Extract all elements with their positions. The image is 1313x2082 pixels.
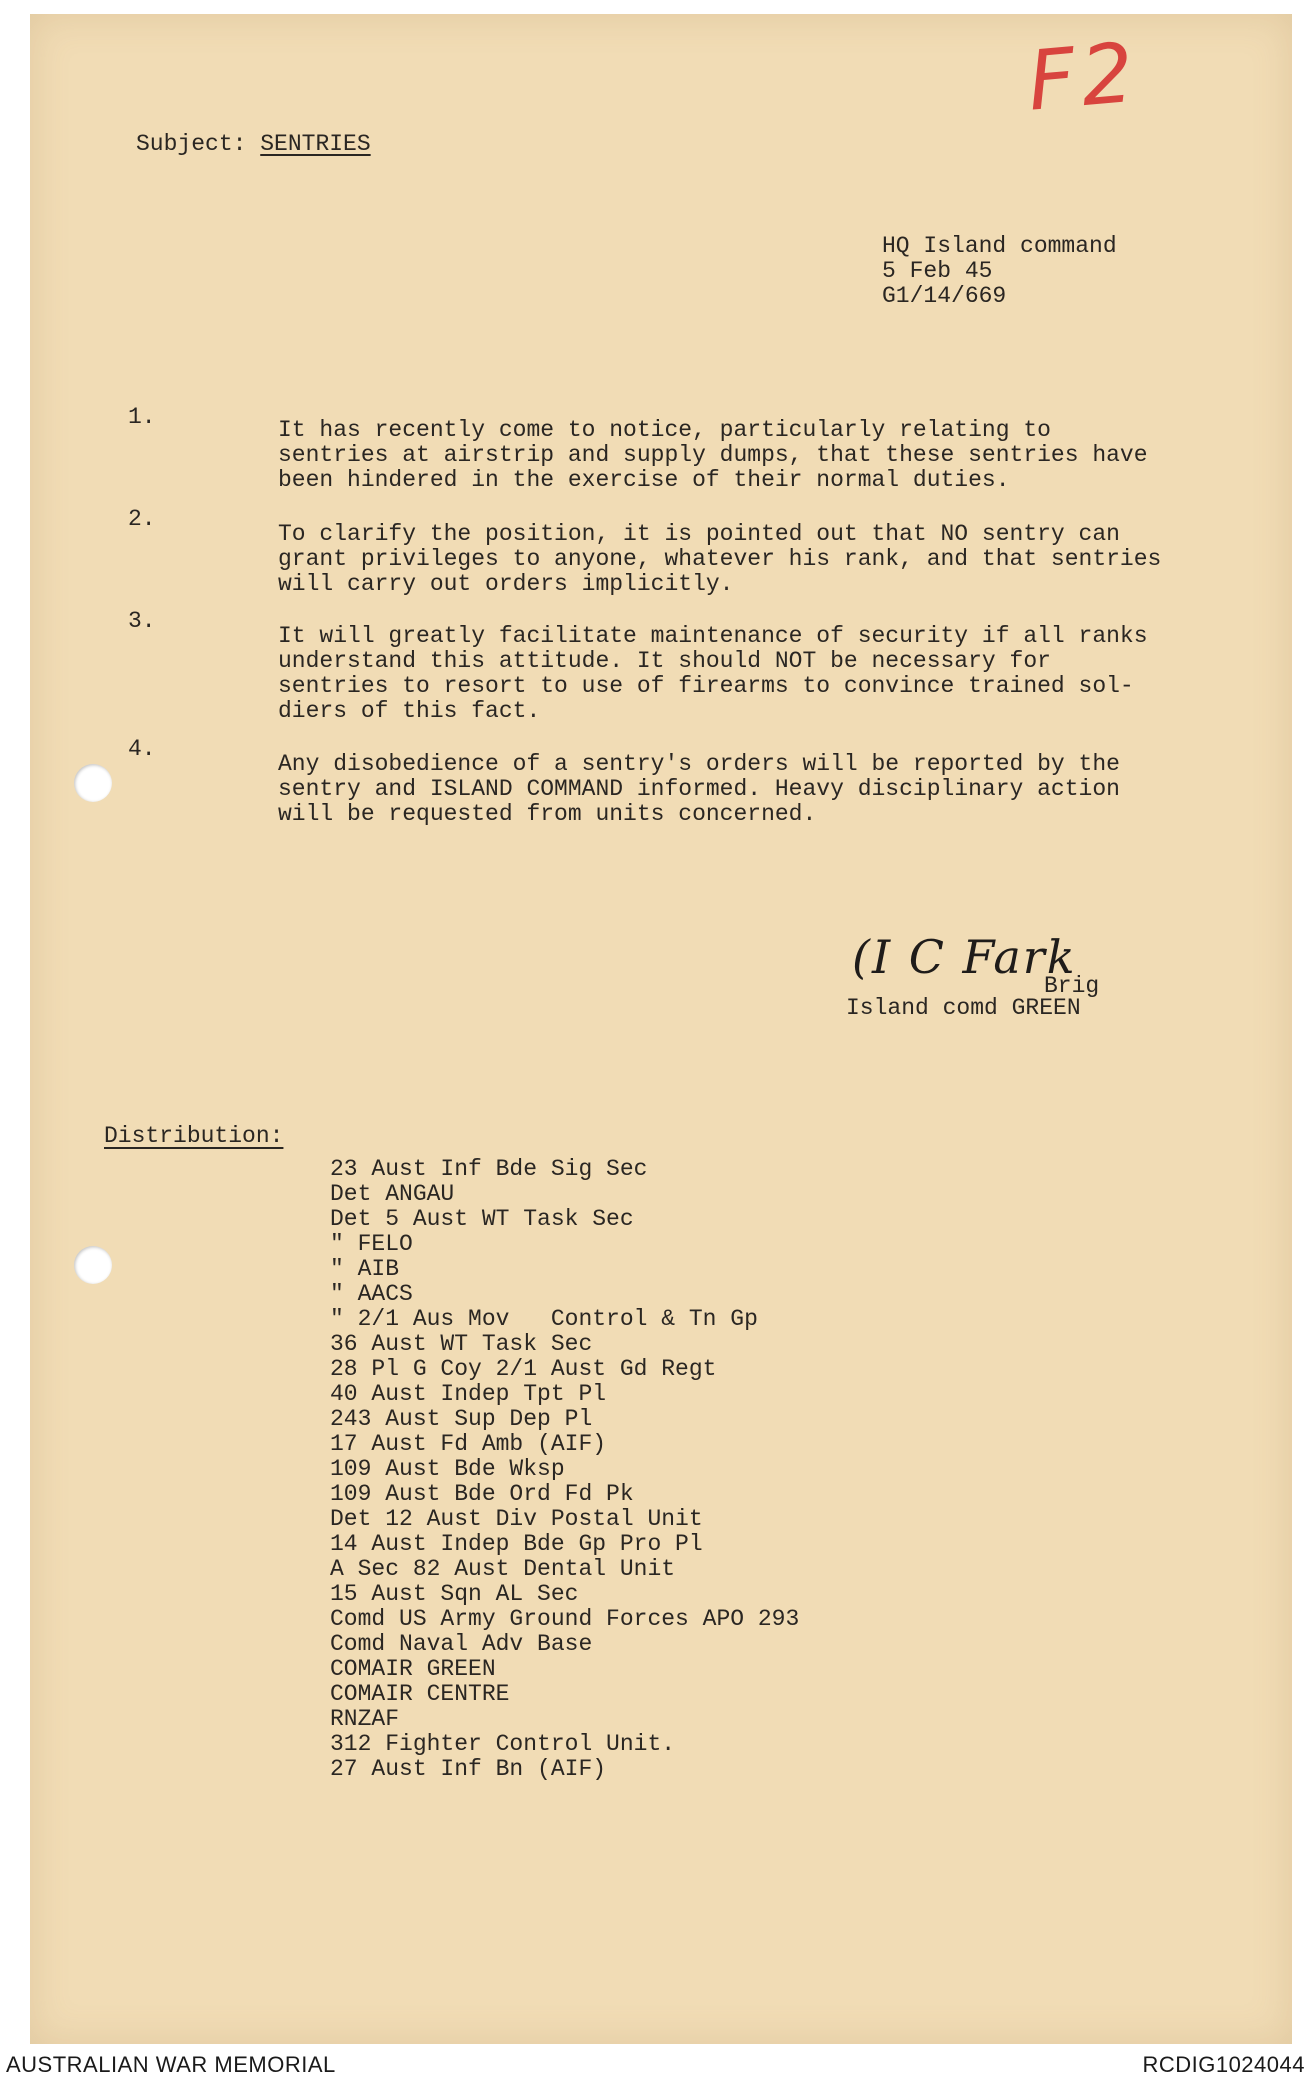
list-item: Det 5 Aust WT Task Sec — [330, 1206, 634, 1232]
handwritten-signature: (I C Fark — [852, 930, 1077, 984]
list-item: Comd US Army Ground Forces APO 293 — [330, 1606, 800, 1632]
footer-catalog-id: RCDIG1024044 — [1142, 2052, 1305, 2077]
list-item: RNZAF — [330, 1706, 400, 1732]
list-item: Det 12 Aust Div Postal Unit — [330, 1506, 703, 1532]
subject-line — [136, 132, 371, 157]
paragraph-line: diers of this fact. — [278, 698, 541, 724]
paragraph-line: understand this attitude. It should NOT be necessary for — [278, 648, 1051, 674]
list-item: " AIB — [330, 1256, 400, 1282]
distribution-list — [330, 1157, 799, 1782]
list-item: 243 Aust Sup Dep Pl — [330, 1406, 593, 1432]
header-origin: HQ Island command — [882, 233, 1117, 259]
paragraph-line: sentries to resort to use of firearms to convince trained sol- — [278, 673, 1134, 699]
archive-footer — [0, 2044, 1313, 2082]
list-item: 14 Aust Indep Bde Gp Pro Pl — [330, 1531, 703, 1557]
list-item: COMAIR CENTRE — [330, 1681, 510, 1707]
signature-office: Island comd GREEN — [846, 995, 1081, 1021]
list-item: 36 Aust WT Task Sec — [330, 1331, 593, 1357]
handwritten-annotation: F2 — [1024, 25, 1144, 130]
paragraph-line: It has recently come to notice, particularly relating to — [278, 417, 1051, 443]
paragraph-line: will carry out orders implicitly. — [278, 571, 734, 597]
list-item: 28 Pl G Coy 2/1 Aust Gd Regt — [330, 1356, 717, 1382]
list-item: Comd Naval Adv Base — [330, 1631, 593, 1657]
paragraph-number: 3. — [128, 608, 156, 634]
list-item: " FELO — [330, 1231, 413, 1257]
list-item: 40 Aust Indep Tpt Pl — [330, 1381, 607, 1407]
paragraph-line: Any disobedience of a sentry's orders will be reported by the — [278, 751, 1120, 777]
list-item: " AACS — [330, 1281, 413, 1307]
paragraph-line: grant privileges to anyone, whatever his rank, and that sentries — [278, 546, 1162, 572]
signature-rank: Brig — [1044, 973, 1100, 999]
list-item: COMAIR GREEN — [330, 1656, 496, 1682]
list-item: 17 Aust Fd Amb (AIF) — [330, 1431, 607, 1457]
paragraph-body — [278, 522, 1258, 597]
punch-hole-top — [74, 764, 112, 802]
header-reference: G1/14/669 — [882, 283, 1007, 309]
list-item: Det ANGAU — [330, 1181, 455, 1207]
list-item: 23 Aust Inf Bde Sig Sec — [330, 1156, 648, 1182]
list-item: 109 Aust Bde Wksp — [330, 1456, 565, 1482]
subject-value: SENTRIES — [260, 131, 371, 157]
paragraph-line: been hindered in the exercise of their normal duties. — [278, 467, 1010, 493]
paragraph-line: To clarify the position, it is pointed out that NO sentry can — [278, 521, 1120, 547]
list-item: 15 Aust Sqn AL Sec — [330, 1581, 579, 1607]
paragraph-line: will be requested from units concerned. — [278, 801, 817, 827]
list-item: A Sec 82 Aust Dental Unit — [330, 1556, 676, 1582]
punch-hole-bottom — [74, 1246, 112, 1284]
paragraph-number: 1. — [128, 404, 156, 430]
paragraph-body — [278, 418, 1258, 493]
distribution-title: Distribution: — [104, 1123, 284, 1149]
header-block — [882, 234, 1117, 309]
list-item: 109 Aust Bde Ord Fd Pk — [330, 1481, 634, 1507]
header-date: 5 Feb 45 — [882, 258, 993, 284]
subject-label: Subject: — [136, 131, 247, 157]
list-item: " 2/1 Aus Mov Control & Tn Gp — [330, 1306, 758, 1332]
paragraph-line: sentry and ISLAND COMMAND informed. Heavy disciplinary action — [278, 776, 1120, 802]
paragraph-line: It will greatly facilitate maintenance of security if all ranks — [278, 623, 1148, 649]
footer-institution: AUSTRALIAN WAR MEMORIAL — [6, 2052, 336, 2077]
paragraph-body — [278, 624, 1258, 724]
list-item: 27 Aust Inf Bn (AIF) — [330, 1756, 607, 1782]
paragraph-line: sentries at airstrip and supply dumps, that these sentries have — [278, 442, 1148, 468]
paragraph-number: 2. — [128, 506, 156, 532]
list-item: 312 Fighter Control Unit. — [330, 1731, 676, 1757]
paragraph-body — [278, 752, 1258, 827]
paragraph-number: 4. — [128, 736, 156, 762]
